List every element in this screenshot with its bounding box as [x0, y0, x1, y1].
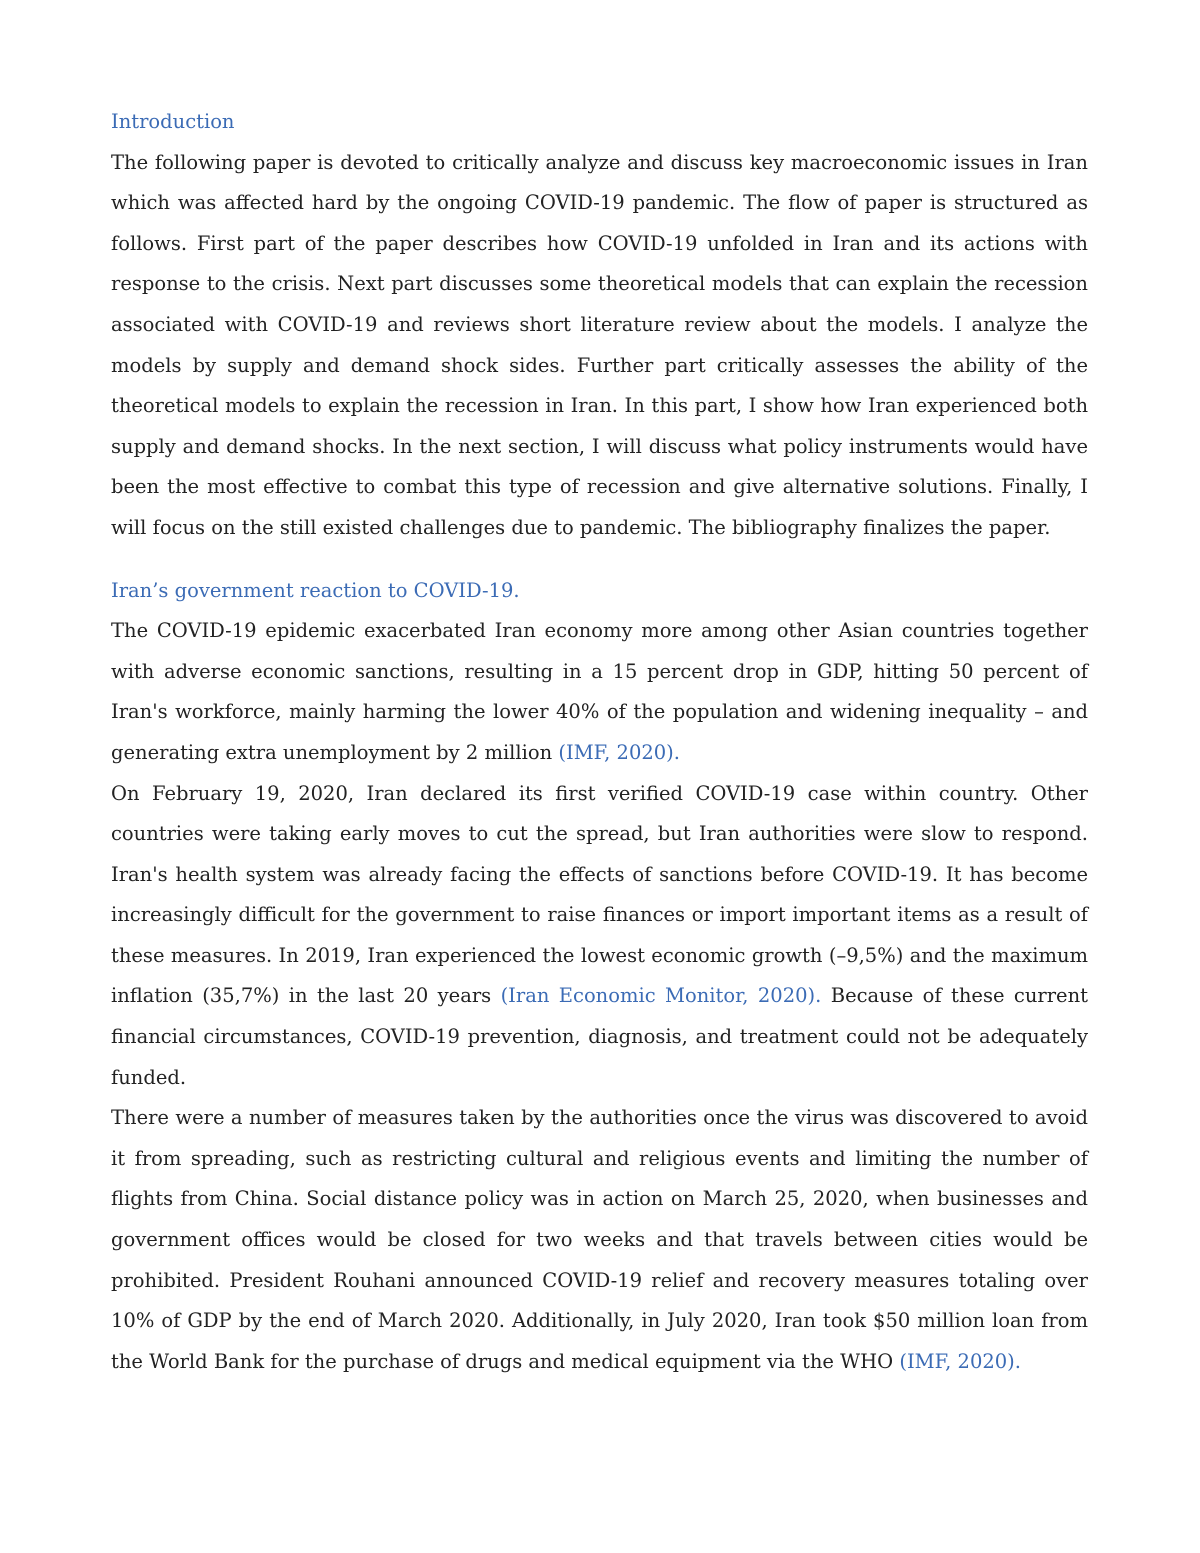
paragraph-text: On February 19, 2020, Iran declared its first verified COVID-19 case within country. Other countries were taking early moves to cut the spread, but Iran authorities were slow to respond. Iran's health system was already facing the effects of sanctions before COVID-19. It has become increasingly difficult for the government to raise finances or import important items as a result of these measures. In 2019, Iran experienced the lowest economic growth (–9,5%) and the maximum inflation (35,7%) in the last 20 years: [111, 781, 1088, 1008]
paragraph-text: There were a number of measures taken by the authorities once the virus was discovered to avoid it from spreading, such as restricting cultural and religious events and limiting the number of flights from China. Social distance policy was in action on March 25, 2020, when businesses and government offices would be closed for two weeks and that travels between cities would be prohibited. President Rouhani announced COVID-19 relief and recovery measures totaling over 10% of GDP by the end of March 2020. Additionally, in July 2020, Iran took $50 million loan from the World Bank for the purchase of drugs and medical equipment via the WHO: [111, 1106, 1088, 1373]
citation-link[interactable]: (Iran Economic Monitor, 2020).: [500, 984, 822, 1008]
paragraph-text: The COVID-19 epidemic exacerbated Iran economy more among other Asian countries together with adverse economic sanctions, resulting in a 15 percent drop in GDP, hitting 50 percent of Iran's workforce, mainly harming the lower 40% of the population and widening inequality – and generating extra unemployment by 2 million: [111, 619, 1088, 764]
body-paragraph: [111, 611, 1088, 773]
citation-link[interactable]: (IMF, 2020).: [558, 740, 680, 764]
citation-link[interactable]: (IMF, 2020).: [899, 1349, 1021, 1373]
body-paragraph: [111, 774, 1088, 1099]
document-page: [111, 102, 1088, 1382]
intro-paragraph: [111, 143, 1088, 549]
section-heading-government-reaction: Iran’s government reaction to COVID-19.: [111, 578, 520, 602]
body-paragraph: [111, 1098, 1088, 1382]
section-heading-introduction: Introduction: [111, 110, 235, 133]
paragraph-text: The following paper is devoted to critically analyze and discuss key macroeconomic issues in Iran which was affected hard by the ongoing COVID-19 pandemic. The flow of paper is structured as follows. First part of the paper describes how COVID-19 unfolded in Iran and its actions with response to the crisis. Next part discusses some theoretical models that can explain the recession associated with COVID-19 and reviews short literature review about the models. I analyze the models by supply and demand shock sides. Further part critically assesses the ability of the theoretical models to explain the recession in Iran. In this part, I show how Iran experienced both supply and demand shocks. In the next section, I will discuss what policy instruments would have been the most effective to combat this type of recession and give alternative solutions. Finally, I will focus on the still existed challenges due to pandemic. The bibliography finalizes the paper.: [111, 150, 1088, 539]
paragraph-text-after: Because of these current financial circumstances, COVID-19 prevention, diagnosis, and treatment could not be adequately funded.: [111, 984, 1088, 1089]
